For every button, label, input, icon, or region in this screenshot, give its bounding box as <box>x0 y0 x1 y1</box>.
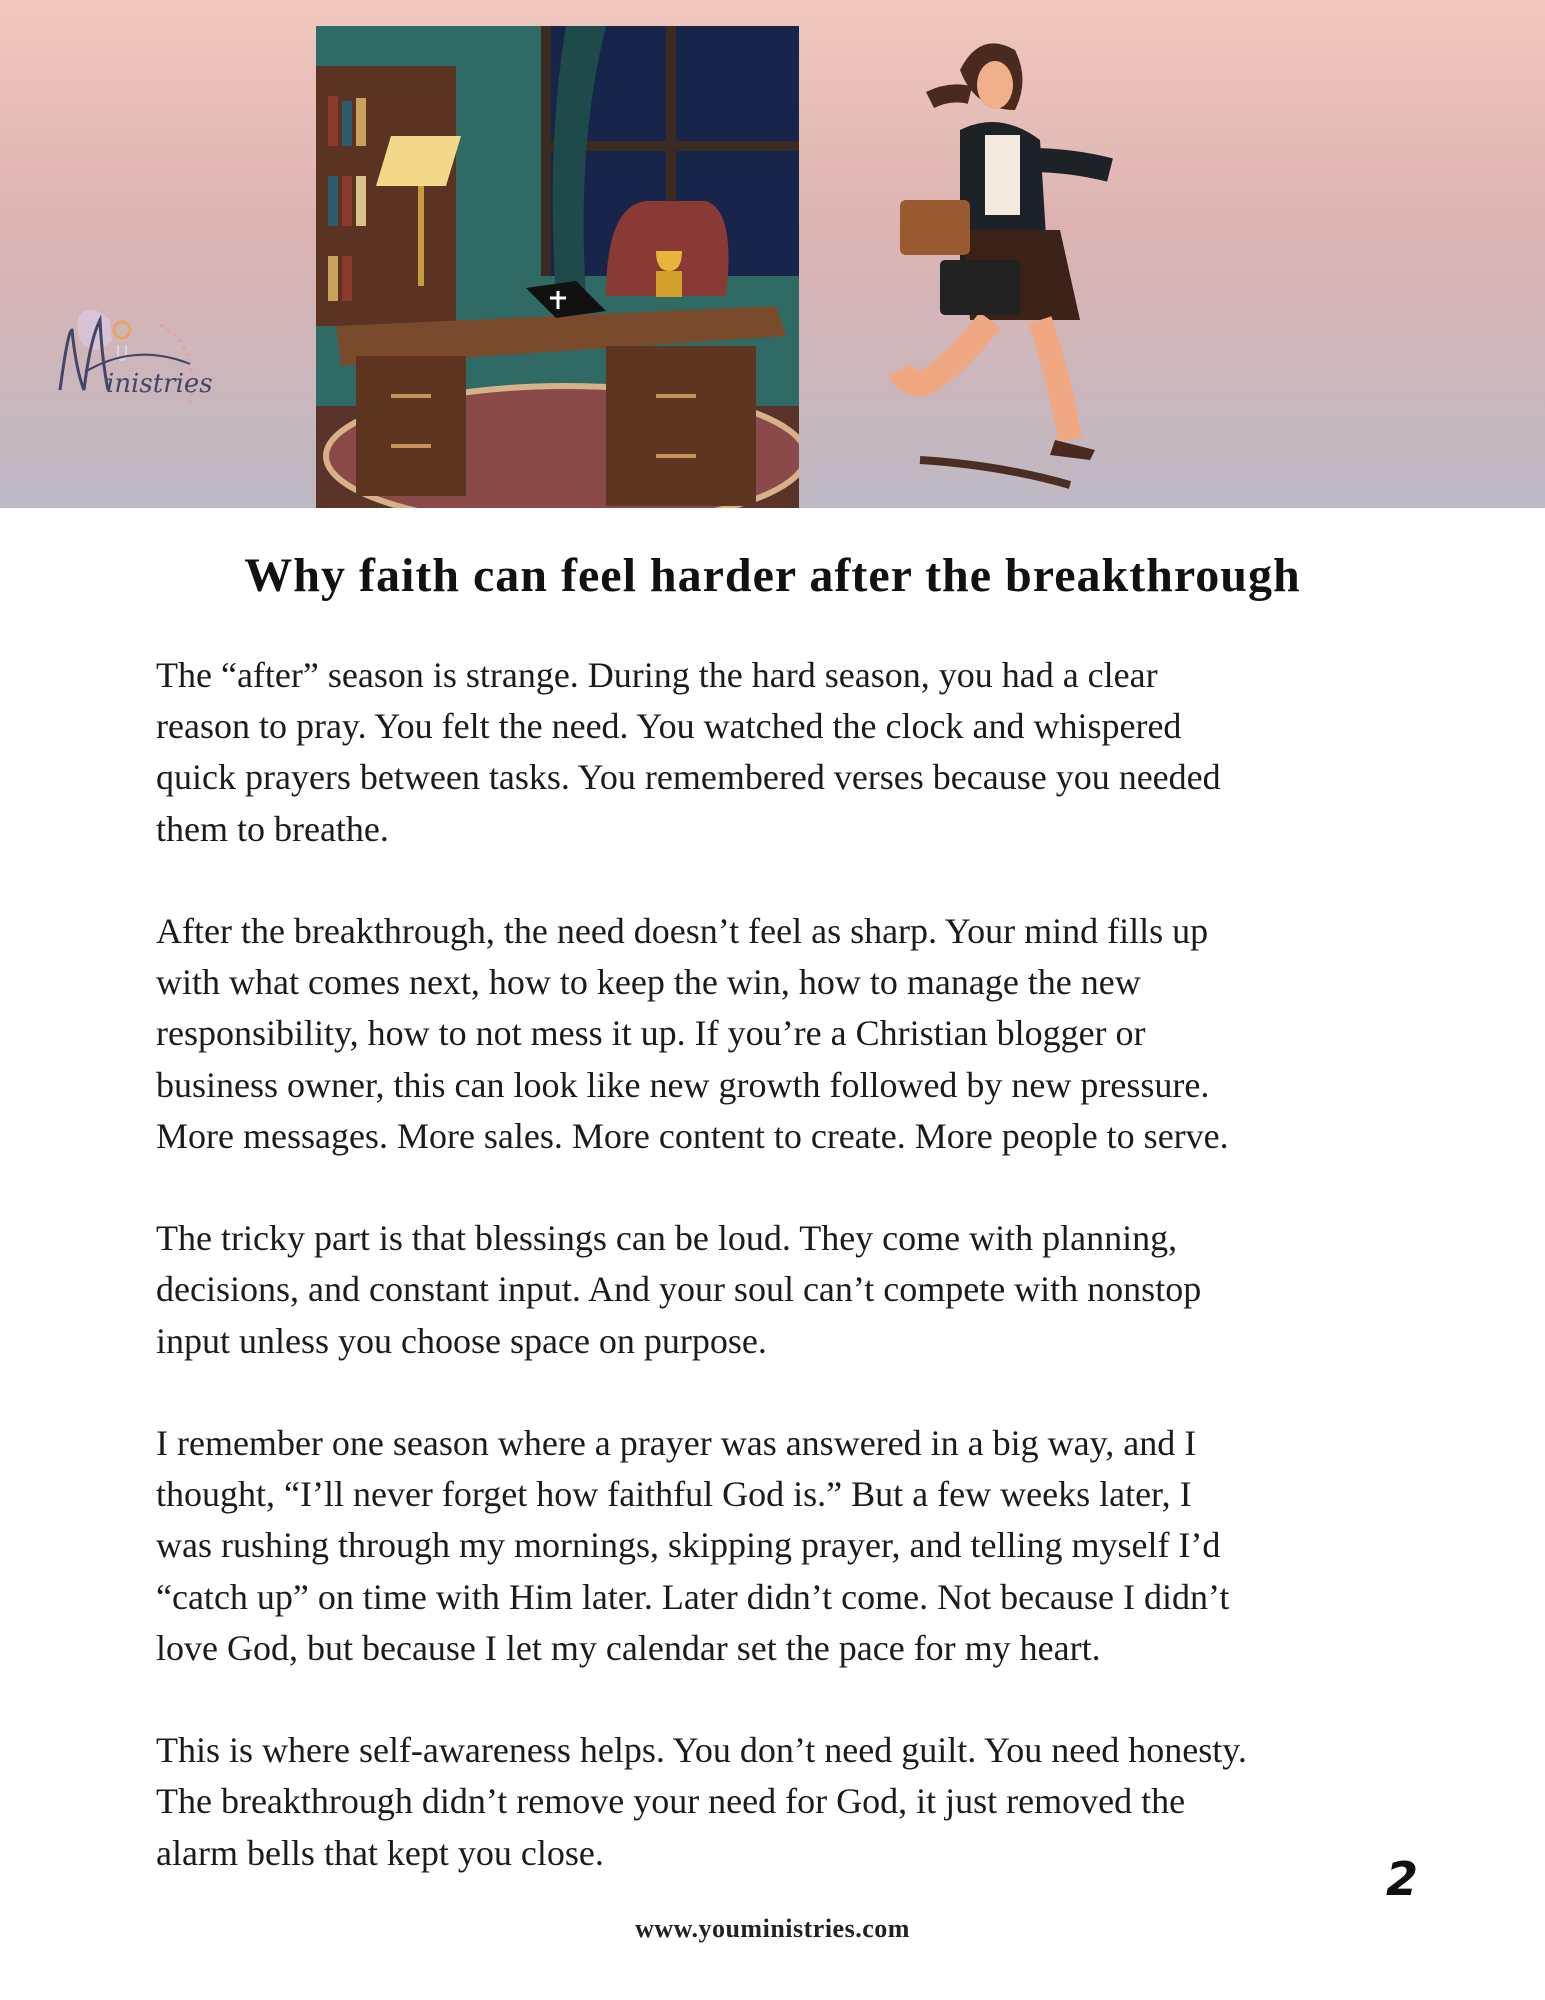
paragraph-line: quick prayers between tasks. You remembered verses because you needed <box>156 757 1221 798</box>
page-number: 2 <box>1386 1852 1419 1906</box>
paragraph-line: The breakthrough didn’t remove your need for God, it just removed the <box>156 1781 1186 1822</box>
office-desk-illustration <box>316 26 799 508</box>
paragraph-line: input unless you choose space on purpose. <box>156 1320 767 1361</box>
paragraph-line: thought, “I’ll never forget how faithful God is.” But a few weeks later, I <box>156 1474 1192 1515</box>
paragraph-line: business owner, this can look like new growth followed by new pressure. <box>156 1064 1210 1105</box>
paragraph <box>156 650 1416 855</box>
header-banner <box>0 0 1545 508</box>
svg-text:inistries: inistries <box>106 369 213 399</box>
paragraph-line: The “after” season is strange. During the hard season, you had a clear <box>156 655 1158 695</box>
paragraph-line: More messages. More sales. More content to create. More people to serve. <box>156 1115 1229 1156</box>
paragraph-line: was rushing through my mornings, skipping prayer, and telling myself I’d <box>156 1525 1221 1566</box>
footer-website-link[interactable]: www.youministries.com <box>635 1914 910 1943</box>
article-body <box>156 650 1419 1930</box>
paragraph-line: The tricky part is that blessings can be loud. They come with planning, <box>156 1218 1178 1259</box>
paragraph-line: This is where self-awareness helps. You don’t need guilt. You need honesty. <box>156 1730 1247 1771</box>
paragraph-line: decisions, and constant input. And your soul can’t compete with nonstop <box>156 1269 1202 1310</box>
paragraph-line: reason to pray. You felt the need. You watched the clock and whispered <box>156 706 1182 747</box>
paragraph <box>156 906 1416 1162</box>
running-woman-illustration <box>860 30 1180 500</box>
paragraph-line: alarm bells that kept you close. <box>156 1832 604 1873</box>
paragraph-line: After the breakthrough, the need doesn’t feel as sharp. Your mind fills up <box>156 911 1209 951</box>
paragraph-line: I remember one season where a prayer was answered in a big way, and I <box>156 1423 1197 1463</box>
paragraph-line: with what comes next, how to keep the win, how to manage the new <box>156 962 1141 1003</box>
paragraph <box>156 1725 1416 1879</box>
paragraph-line: responsibility, how to not mess it up. If you’re a Christian blogger or <box>156 1013 1146 1054</box>
page-title: Why faith can feel harder after the breakthrough <box>244 549 1301 602</box>
paragraph-line: “catch up” on time with Him later. Later didn’t come. Not because I didn’t <box>156 1576 1230 1617</box>
ministry-logo <box>50 300 220 440</box>
paragraph <box>156 1418 1416 1674</box>
paragraph <box>156 1213 1416 1367</box>
paragraph-line: love God, but because I let my calendar set the pace for my heart. <box>156 1627 1101 1668</box>
paragraph-line: them to breathe. <box>156 808 389 849</box>
